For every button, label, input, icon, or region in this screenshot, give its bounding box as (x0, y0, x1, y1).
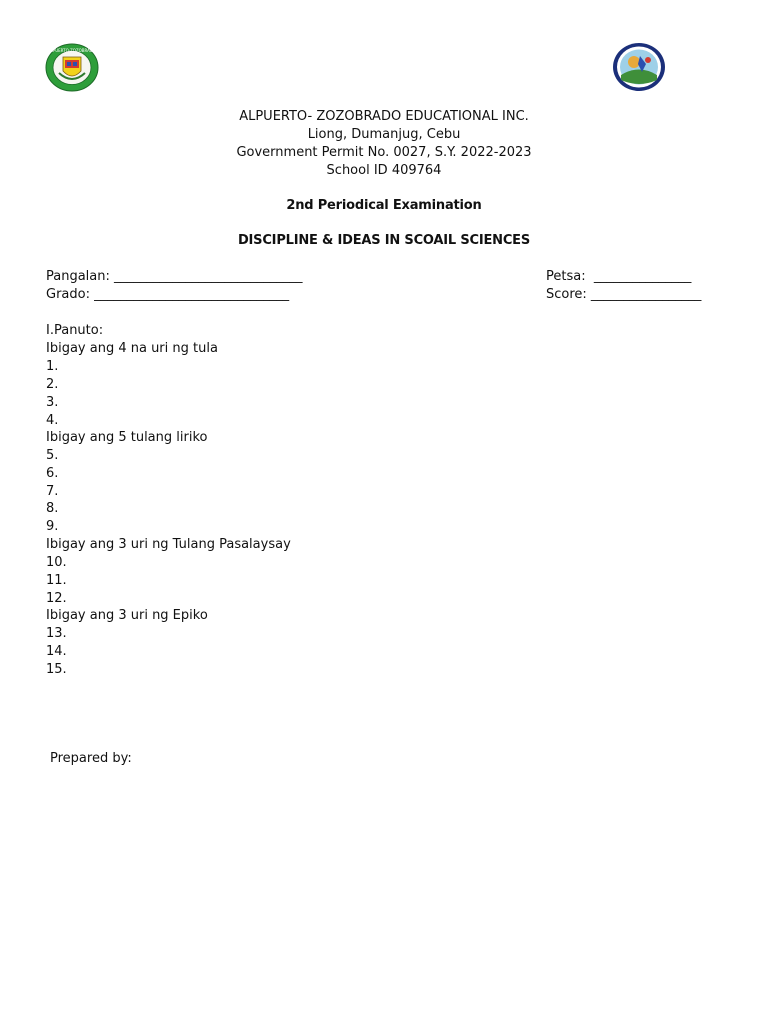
question-prompt: Ibigay ang 3 uri ng Epiko (46, 608, 208, 623)
answer-line: 8. (46, 501, 59, 516)
answer-line: 7. (46, 484, 59, 499)
exam-title: 2nd Periodical Examination (286, 198, 482, 213)
answer-line: 2. (46, 377, 59, 392)
school-address: Liong, Dumanjug, Cebu (307, 127, 461, 142)
answer-line: 1. (46, 359, 59, 374)
subject-title: DISCIPLINE & IDEAS IN SCOAIL SCIENCES (237, 233, 531, 248)
answer-line: 13. (46, 626, 67, 641)
answer-line: 14. (46, 644, 67, 659)
answer-line: 4. (46, 413, 59, 428)
grade-field[interactable]: Grado: ______________________________ (46, 287, 290, 302)
instructions-label: I.Panuto: (46, 323, 104, 338)
answer-line: 3. (46, 395, 59, 410)
school-id: School ID 409764 (326, 163, 442, 178)
question-prompt: Ibigay ang 4 na uri ng tula (46, 341, 218, 356)
answer-line: 11. (46, 573, 67, 588)
question-prompt: Ibigay ang 5 tulang liriko (46, 430, 208, 445)
date-field[interactable]: Petsa: _______________ (546, 269, 692, 284)
division-seal-logo (612, 42, 666, 92)
question-prompt: Ibigay ang 3 uri ng Tulang Pasalaysay (46, 537, 291, 552)
school-name: ALPUERTO- ZOZOBRADO EDUCATIONAL INC. (239, 109, 529, 124)
school-seal-logo (45, 43, 99, 92)
answer-line: 5. (46, 448, 59, 463)
answer-line: 9. (46, 519, 59, 534)
answer-line: 12. (46, 591, 67, 606)
answer-line: 10. (46, 555, 67, 570)
seal-text: ALPUERTO·ZOZOBRADO (47, 48, 97, 53)
score-field[interactable]: Score: _________________ (546, 287, 702, 302)
name-field[interactable]: Pangalan: _____________________________ (46, 269, 303, 284)
government-permit: Government Permit No. 0027, S.Y. 2022-2023 (236, 145, 532, 160)
answer-line: 6. (46, 466, 59, 481)
prepared-by-label: Prepared by: (50, 751, 132, 766)
answer-line: 15. (46, 662, 67, 677)
